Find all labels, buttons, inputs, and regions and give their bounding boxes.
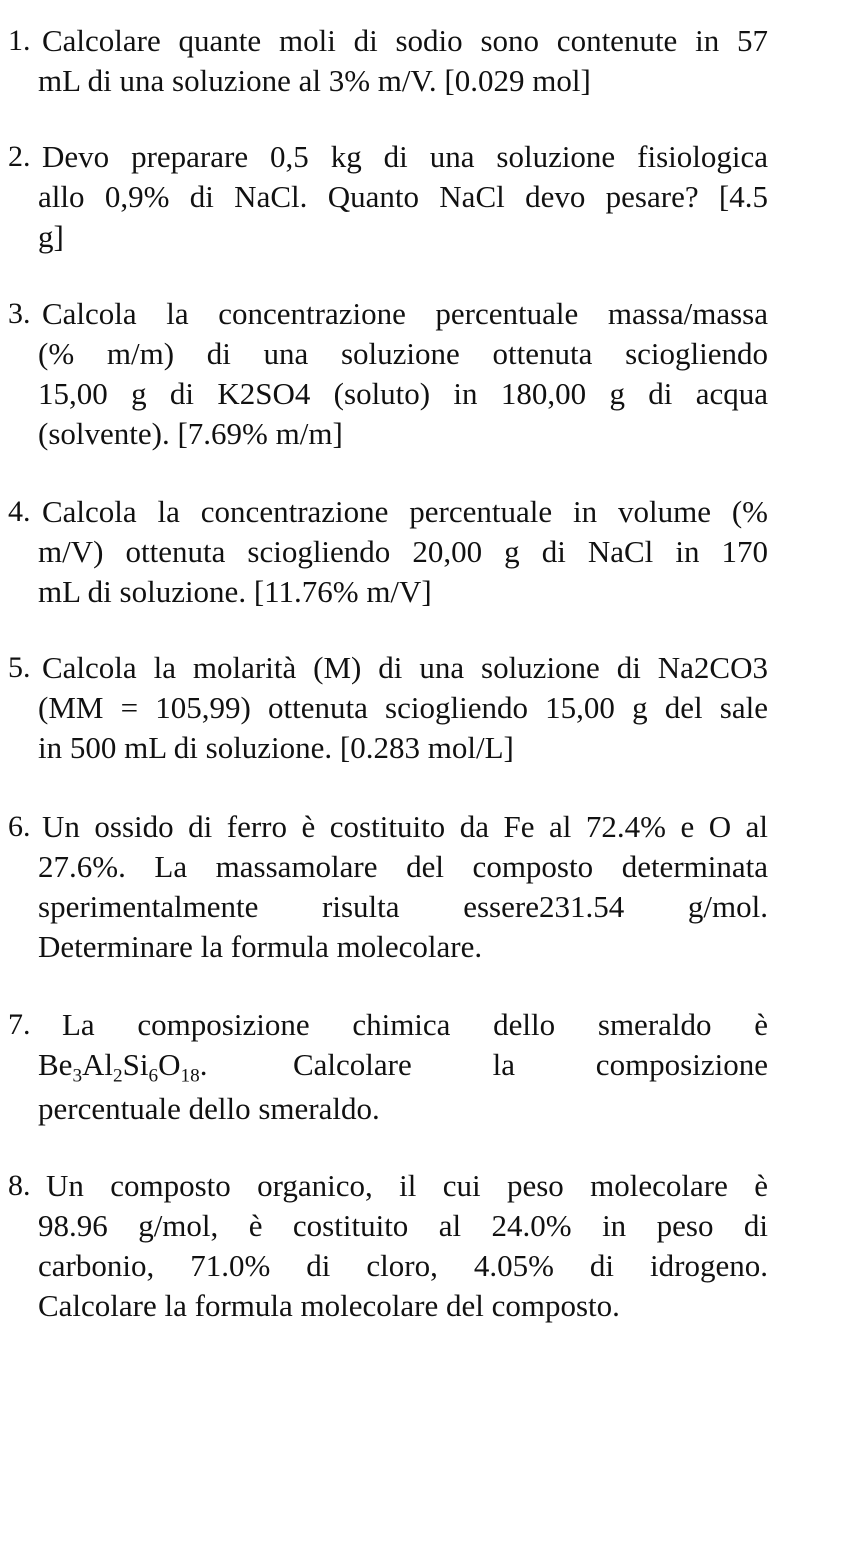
exercise-text-line: percentuale dello smeraldo. — [38, 1091, 380, 1126]
exercise-text-line: Un composto organico, il cui peso molecolare è — [46, 1168, 768, 1203]
exercise-text-line: g] — [38, 219, 64, 254]
exercise-text-line: allo 0,9% di NaCl. Quanto NaCl devo pesare? [4.5 — [38, 179, 768, 214]
exercise-text-line: Calcolare quante moli di sodio sono contenute in 57 — [42, 23, 768, 58]
exercise-text-line: mL di una soluzione al 3% m/V. [0.029 mol] — [38, 63, 591, 98]
formula-end: . — [199, 1047, 208, 1082]
exercise-number: 1. — [8, 24, 31, 57]
formula-subscript: 2 — [113, 1065, 123, 1087]
exercise-text-line: La composizione chimica dello smeraldo è — [62, 1007, 768, 1042]
exercise-number: 8. — [8, 1169, 31, 1202]
exercise-number: 7. — [8, 1008, 31, 1041]
exercise-text-line: mL di soluzione. [11.76% m/V] — [38, 574, 432, 609]
exercise-text-line: sperimentalmente risulta essere231.54 g/mol. — [38, 889, 768, 924]
formula-subscript: 6 — [148, 1065, 159, 1087]
exercise-number: 3. — [8, 297, 31, 330]
exercise-text-line: Determinare la formula molecolare. — [38, 929, 483, 964]
exercise-text-line: Calcolare la formula molecolare del composto. — [38, 1288, 620, 1323]
formula-subscript: 3 — [72, 1065, 83, 1087]
exercise-text-line: 15,00 g di K2SO4 (soluto) in 180,00 g di acqua — [38, 376, 768, 411]
exercise-text-line: Un ossido di ferro è costituito da Fe al 72.4% e O al — [42, 809, 768, 844]
exercise-text-line: carbonio, 71.0% di cloro, 4.05% di idrogeno. — [38, 1248, 768, 1283]
formula-element: Si — [122, 1047, 149, 1082]
formula-element: O — [158, 1047, 181, 1082]
exercise-text-line: (solvente). [7.69% m/m] — [38, 416, 343, 451]
exercise-number: 5. — [8, 651, 31, 684]
exercise-text-line: (MM = 105,99) ottenuta sciogliendo 15,00 g del sale — [38, 690, 768, 725]
emerald-formula — [38, 1045, 207, 1085]
exercise-text-line: 27.6%. La massamolare del composto determinata — [38, 849, 768, 884]
exercise-number: 4. — [8, 495, 31, 528]
exercise-text-line: m/V) ottenuta sciogliendo 20,00 g di NaCl in 170 — [38, 534, 768, 569]
exercise-text-line: Calcola la molarità (M) di una soluzione di Na2CO3 — [42, 650, 768, 685]
exercise-text-line: Devo preparare 0,5 kg di una soluzione fisiologica — [42, 139, 768, 174]
exercise-number: 2. — [8, 140, 31, 173]
exercise-text-line: 98.96 g/mol, è costituito al 24.0% in peso di — [38, 1208, 768, 1243]
exercise-text-line: Calcola la concentrazione percentuale massa/massa — [42, 296, 768, 331]
exercise-text-line: in 500 mL di soluzione. [0.283 mol/L] — [38, 730, 514, 765]
formula-subscript: 18 — [180, 1065, 200, 1087]
exercise-text-line: Calcola la concentrazione percentuale in volume (% — [42, 494, 768, 529]
exercise-text-fragment: Calcolare la composizione — [293, 1047, 768, 1082]
formula-element: Al — [82, 1047, 114, 1082]
exercise-text-line: (% m/m) di una soluzione ottenuta sciogliendo — [38, 336, 768, 371]
formula-element: Be — [38, 1047, 73, 1082]
formula-line — [38, 1045, 768, 1085]
exercise-number: 6. — [8, 810, 31, 843]
